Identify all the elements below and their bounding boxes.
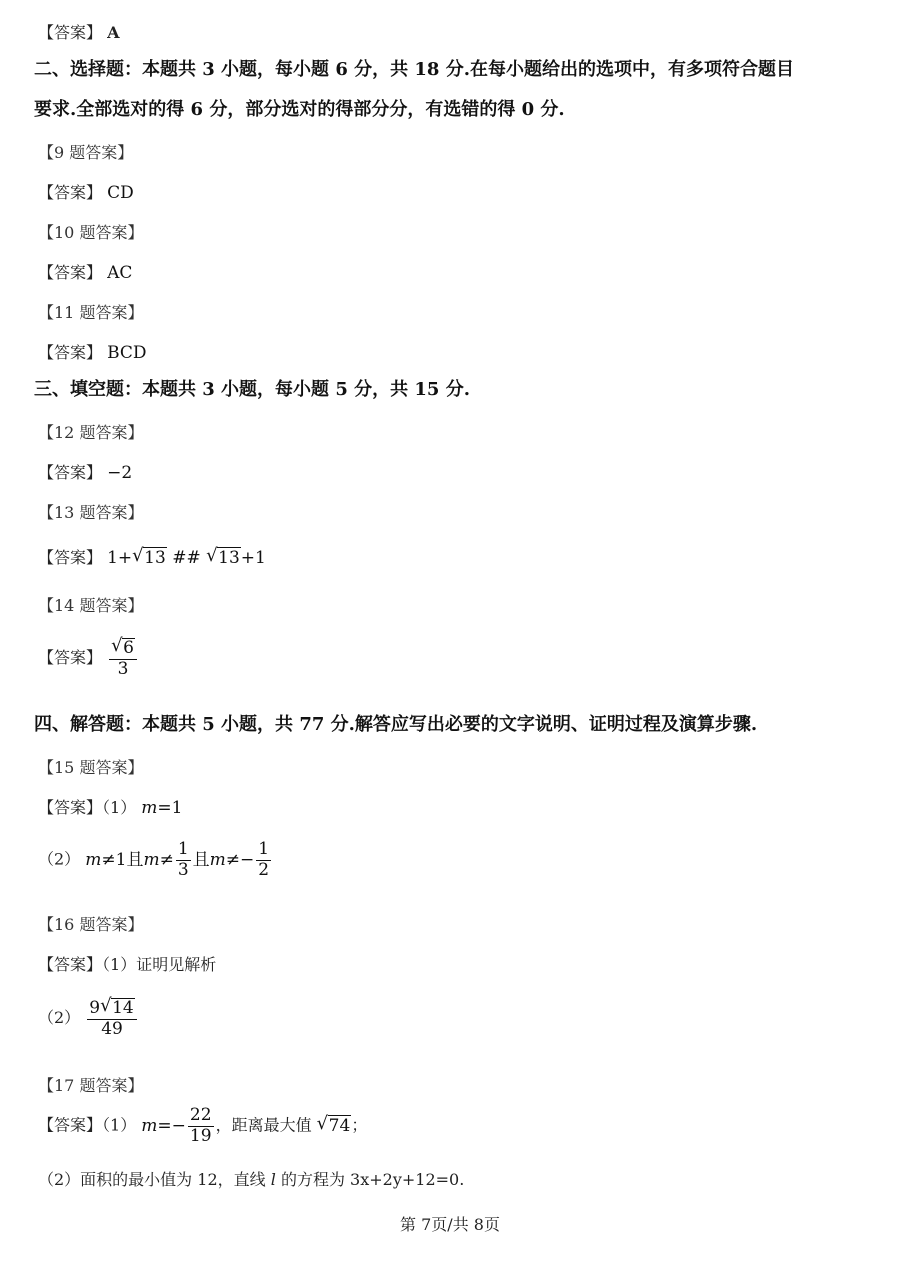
q12-answer bbox=[38, 460, 132, 483]
q17-part1-end: ； bbox=[351, 1115, 368, 1135]
q11-answer bbox=[38, 340, 147, 363]
q15-part1-rest: =1 bbox=[157, 798, 183, 818]
radical-sign-icon: √ bbox=[100, 995, 112, 1016]
q15-part1 bbox=[38, 795, 182, 818]
answer-tag: 【答案】 bbox=[38, 798, 103, 817]
q13-answer bbox=[38, 545, 266, 568]
q14-fraction bbox=[109, 635, 137, 679]
answer-tag: 【答案】 bbox=[38, 183, 103, 202]
answer-value: A bbox=[107, 23, 120, 42]
q11-label: 【11 题答案】 bbox=[38, 303, 144, 322]
q14-answer bbox=[38, 635, 139, 679]
section4-title: 四、解答题：本题共 5 小题，共 77 分.解答应写出必要的文字说明、证明过程及演算步骤. bbox=[34, 714, 758, 735]
radical-sign-icon: √ bbox=[206, 545, 218, 566]
q13-post: +1 bbox=[240, 548, 266, 568]
variable-m: m bbox=[143, 849, 160, 870]
q13-radicand-1: 13 bbox=[144, 548, 166, 568]
variable-m: m bbox=[141, 798, 158, 818]
section3-title: 三、填空题：本题共 3 小题，每小题 5 分，共 15 分. bbox=[34, 379, 470, 400]
variable-m: m bbox=[209, 849, 226, 870]
fraction-denominator: 3 bbox=[177, 859, 189, 880]
q16-label: 【16 题答案】 bbox=[38, 915, 144, 934]
fraction-denominator: 3 bbox=[117, 658, 129, 679]
radical-sign-icon: √ bbox=[316, 1112, 329, 1134]
q13-pre: 1+ bbox=[107, 548, 133, 568]
q15-part2-expression bbox=[85, 839, 273, 880]
fraction-numerator bbox=[109, 635, 137, 660]
answer-value: CD bbox=[107, 183, 134, 203]
q16-part1 bbox=[38, 952, 216, 975]
variable-m: m bbox=[85, 849, 102, 870]
fraction-numerator: 1 bbox=[177, 839, 189, 859]
part-marker: （1） bbox=[102, 955, 137, 974]
answer-line-a bbox=[38, 20, 120, 43]
q15-part2-b: ≠ bbox=[159, 849, 174, 870]
fraction-denominator: 19 bbox=[189, 1125, 212, 1146]
q15-part2-c: 且 bbox=[192, 849, 210, 870]
q17-part2-text: （2）面积的最小值为 12，直线 bbox=[38, 1170, 266, 1189]
variable-m: m bbox=[141, 1115, 158, 1136]
q15-fraction-2 bbox=[256, 840, 271, 880]
part-marker: （2） bbox=[38, 1008, 81, 1028]
answer-tag: 【答案】 bbox=[38, 263, 103, 282]
q14-sqrt bbox=[111, 635, 135, 659]
answer-value: AC bbox=[107, 263, 133, 283]
answer-tag: 【答案】 bbox=[38, 648, 103, 668]
fraction-numerator bbox=[87, 995, 136, 1020]
page-footer: 第 7页/共 8页 bbox=[400, 1215, 500, 1234]
q15-label: 【15 题答案】 bbox=[38, 758, 144, 777]
q17-part2 bbox=[38, 1167, 464, 1190]
q17-part1-text: ，距离最大值 bbox=[215, 1115, 312, 1135]
part-marker: （1） bbox=[102, 798, 137, 817]
q17-sqrt bbox=[316, 1112, 352, 1136]
q9-label: 【9 题答案】 bbox=[38, 143, 134, 162]
q13-separator: ## bbox=[172, 548, 201, 568]
answer-tag: 【答案】 bbox=[38, 343, 103, 362]
fraction-numerator: 22 bbox=[189, 1105, 212, 1125]
q17-fraction bbox=[188, 1106, 214, 1146]
q17-equals: =− bbox=[157, 1115, 186, 1136]
fraction-denominator: 49 bbox=[101, 1018, 123, 1039]
section2-title-line1: 二、选择题：本题共 3 小题，每小题 6 分，共 18 分.在每小题给出的选项中，有多项符合题目 bbox=[34, 59, 794, 80]
answer-value: −2 bbox=[107, 463, 133, 483]
q15-part1-expression bbox=[141, 798, 182, 818]
q16-fraction bbox=[87, 995, 136, 1039]
q14-label: 【14 题答案】 bbox=[38, 596, 144, 615]
q15-part2-a: ≠1且 bbox=[101, 849, 144, 870]
fraction-denominator: 2 bbox=[258, 859, 270, 880]
q10-answer bbox=[38, 260, 132, 283]
q15-fraction-1 bbox=[176, 840, 191, 880]
q15-part2-d: ≠− bbox=[225, 849, 255, 870]
radical-sign-icon: √ bbox=[132, 545, 144, 566]
q16-radicand: 14 bbox=[112, 998, 134, 1018]
q16-part2 bbox=[38, 995, 139, 1039]
q16-part1-text: 证明见解析 bbox=[136, 955, 217, 974]
q15-part2 bbox=[38, 840, 273, 880]
answer-tag: 【答案】 bbox=[38, 463, 103, 482]
answer-tag: 【答案】 bbox=[38, 955, 103, 974]
q14-radicand: 6 bbox=[123, 638, 134, 658]
q17-part1 bbox=[38, 1106, 367, 1146]
q10-label: 【10 题答案】 bbox=[38, 223, 144, 242]
fraction-numerator: 1 bbox=[258, 839, 270, 859]
answer-tag: 【答案】 bbox=[38, 548, 103, 567]
q12-label: 【12 题答案】 bbox=[38, 423, 144, 442]
q13-sqrt-1 bbox=[132, 547, 167, 568]
q17-radicand: 74 bbox=[328, 1115, 351, 1136]
variable-l: l bbox=[270, 1170, 276, 1189]
q16-coefficient: 9 bbox=[89, 998, 101, 1018]
section2-title-line2: 要求.全部选对的得 6 分，部分选对的得部分分，有选错的得 0 分. bbox=[34, 99, 565, 120]
q9-answer bbox=[38, 180, 134, 203]
answer-tag: 【答案】 bbox=[38, 1115, 103, 1135]
q13-sqrt-2 bbox=[206, 547, 241, 568]
q17-label: 【17 题答案】 bbox=[38, 1076, 144, 1095]
radical-sign-icon: √ bbox=[111, 635, 123, 656]
q13-radicand-2: 13 bbox=[218, 548, 240, 568]
q17-part2-text2: 的方程为 3x+2y+12=0. bbox=[280, 1170, 465, 1189]
answer-value: BCD bbox=[107, 343, 147, 363]
answer-tag: 【答案】 bbox=[38, 23, 103, 42]
part-marker: （1） bbox=[102, 1115, 137, 1135]
q13-label: 【13 题答案】 bbox=[38, 503, 144, 522]
q17-part1-expression bbox=[141, 1105, 215, 1146]
q16-sqrt bbox=[100, 995, 135, 1019]
part-marker: （2） bbox=[38, 849, 81, 869]
q13-expression bbox=[107, 545, 266, 568]
